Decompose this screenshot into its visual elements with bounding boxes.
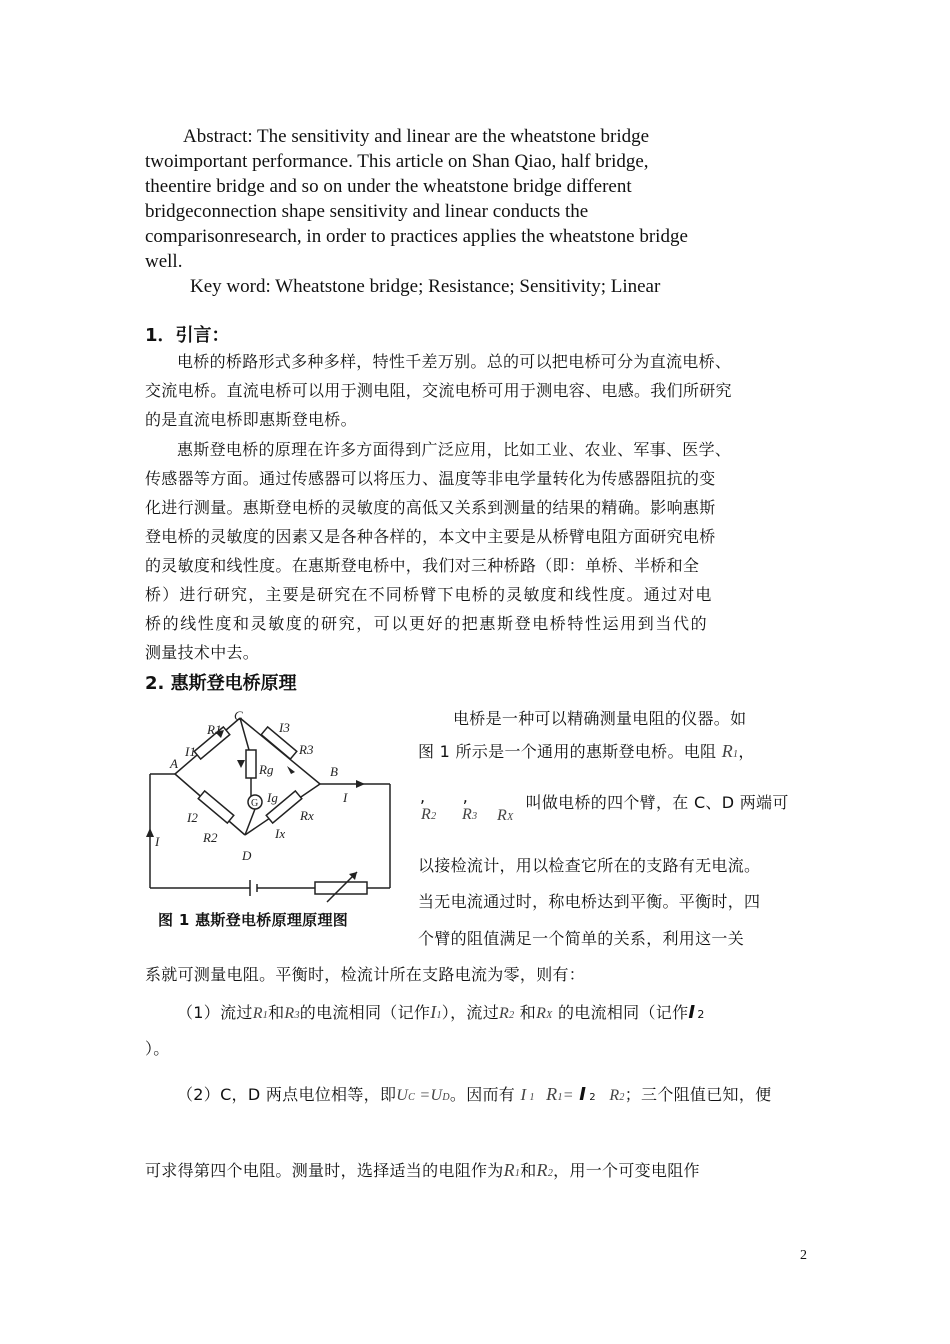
s2-line-1: 电桥是一种可以精确测量电阻的仪器。如 xyxy=(453,709,747,728)
s2-line-4: 以接检流计，用以检查它所在的支路有无电流。 xyxy=(418,856,761,875)
condition-1-end: ）。 xyxy=(145,1039,170,1058)
label-I2: I2 xyxy=(187,810,198,825)
keywords: Key word: Wheatstone bridge; Resistance; Sensitivity; Linear xyxy=(190,276,661,297)
label-Ix: Ix xyxy=(275,826,286,841)
galvanometer-icon: G xyxy=(251,798,259,809)
abstract-line-3: theentire bridge and so on under the wheatstone bridge different xyxy=(145,176,632,197)
s1p1-line: 交流电桥。直流电桥可以用于测电阻，交流电桥可用于测电容、电感。我们所研究 xyxy=(145,381,732,400)
label-Ig: Ig xyxy=(267,790,278,805)
label-D: D xyxy=(242,848,252,863)
label-I-left: I xyxy=(155,834,160,849)
label-R1: R1 xyxy=(207,722,222,737)
s1p1-line: 电桥的桥路形式多种多样，特性千差万别。总的可以把电桥可分为直流电桥、 xyxy=(177,352,732,371)
s1p2-line: 桥的线性度和灵敏度的研究，可以更好的把惠斯登电桥特性运用到当代的 xyxy=(145,614,709,633)
s2-line-5: 当无电流通过时，称电桥达到平衡。平衡时，四 xyxy=(418,892,761,911)
label-Rx: Rx xyxy=(300,808,314,823)
s1p2-line: 的灵敏度和线性度。在惠斯登电桥中，我们对三种桥路（即：单桥、半桥和全 xyxy=(145,556,700,575)
label-Rg: Rg xyxy=(259,762,274,777)
abstract-line-6: well. xyxy=(145,251,183,272)
s2-line-3: , , R2 R3 RX 叫做电桥的四个臂，在 C、D 两端可 xyxy=(420,787,789,824)
s1p2-line: 惠斯登电桥的原理在许多方面得到广泛应用，比如工业、农业、军事、医学、 xyxy=(177,440,732,459)
label-R3: R3 xyxy=(299,742,314,757)
section2-heading: 2. 惠斯登电桥原理 xyxy=(145,673,297,694)
label-B: B xyxy=(330,764,338,779)
condition-1: （1）流过R1和R3的电流相同（记作I1），流过R2 和RX 的电流相同（记作I 2 xyxy=(177,1002,705,1023)
label-R2: R2 xyxy=(203,830,218,845)
label-A: A xyxy=(170,756,178,771)
section1-heading: 1．引言： xyxy=(145,325,230,346)
last-line: 可求得第四个电阻。测量时，选择适当的电阻作为R1和R2，用一个可变电阻作 xyxy=(145,1160,700,1180)
figure-caption: 图 1 惠斯登电桥原理原理图 xyxy=(158,911,349,929)
s1p2-line: 化进行测量。惠斯登电桥的灵敏度的高低又关系到测量的结果的精确。影响惠斯 xyxy=(145,498,716,517)
abstract-line-5: comparisonresearch, in order to practices applies the wheatstone bridge xyxy=(145,226,688,247)
s1p2-line: 登电桥的灵敏度的因素又是各种各样的，本文中主要是从桥臂电阻方面研究电桥 xyxy=(145,527,716,546)
abstract-line-2: twoimportant performance. This article on Shan Qiao, half bridge, xyxy=(145,151,649,172)
page-number: 2 xyxy=(800,1248,807,1263)
s1p2-line: 桥）进行研究，主要是研究在不同桥臂下电桥的灵敏度和线性度。通过对电 xyxy=(145,585,713,604)
label-I: I xyxy=(343,790,348,805)
s1p1-line: 的是直流电桥即惠斯登电桥。 xyxy=(145,410,357,429)
s1p2-line: 测量技术中去。 xyxy=(145,643,260,662)
label-C: C xyxy=(234,710,243,723)
label-I1: I1 xyxy=(185,744,196,759)
s1p2-line: 传感器等方面。通过传感器可以将压力、温度等非电学量转化为传感器阻抗的变 xyxy=(145,469,716,488)
wheatstone-bridge-figure xyxy=(145,710,397,932)
s2-line-2: 图 1 所示是一个通用的惠斯登电桥。电阻 R1， xyxy=(418,741,755,761)
s2-line-6: 个臂的阻值满足一个简单的关系，利用这一关 xyxy=(418,929,745,948)
condition-2: （2）C，D 两点电位相等，即UC =UD。因而有 I 1 R1= I 2 R2；三个阻值已知，便 xyxy=(177,1084,772,1105)
abstract-line-1: Abstract: The sensitivity and linear are the wheatstone bridge xyxy=(183,126,650,147)
s2-line-7: 系就可测量电阻。平衡时，检流计所在支路电流为零，则有： xyxy=(145,965,586,984)
abstract-line-4: bridgeconnection shape sensitivity and linear conducts the xyxy=(145,201,589,222)
label-I3: I3 xyxy=(279,720,290,735)
